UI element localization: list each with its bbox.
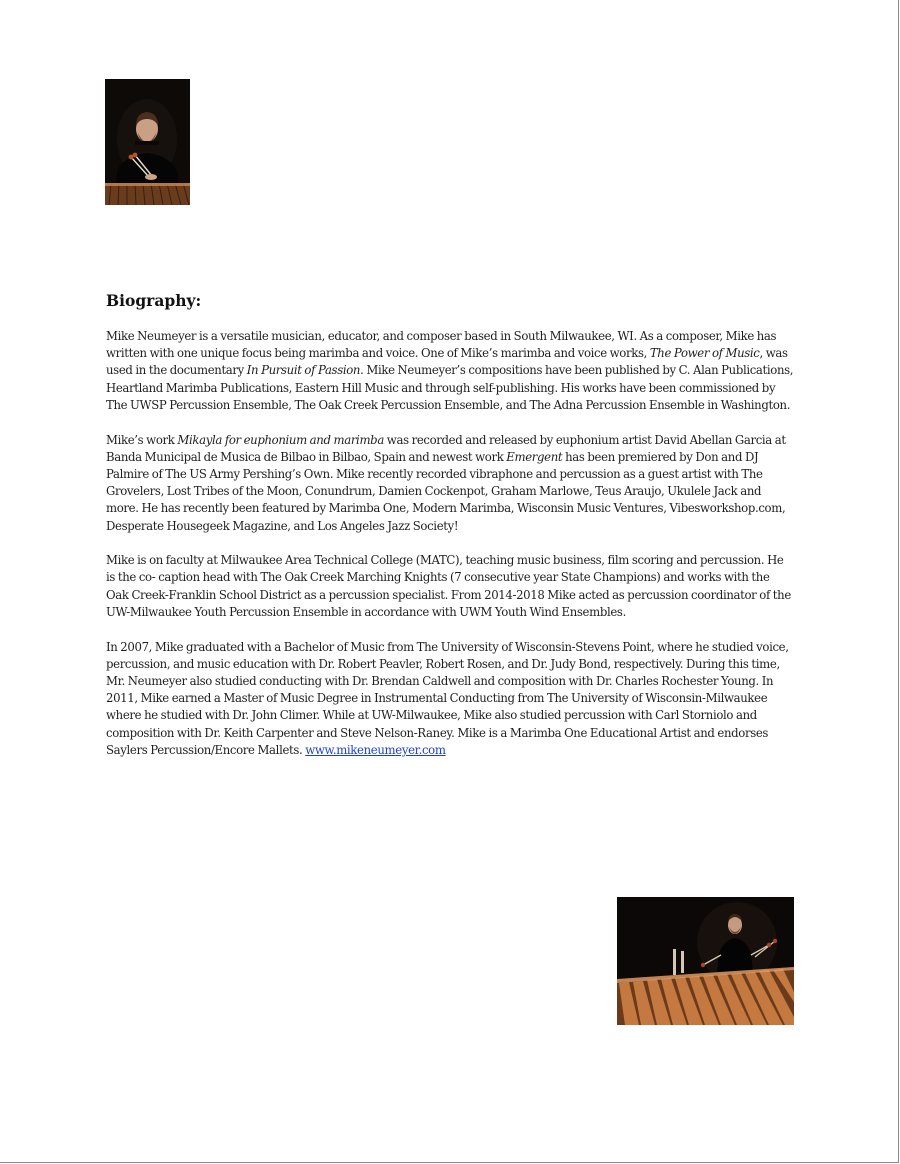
biography-text	[106, 328, 794, 776]
portrait-photo	[105, 79, 190, 205]
website-link[interactable]: www.mikeneumeyer.com	[305, 742, 446, 757]
page-title: Biography:	[106, 291, 202, 310]
bio-paragraph-3: Mike is on faculty at Milwaukee Area Technical College (MATC), teaching music business, film scoring and percussion. He is the co- caption head with The Oak Creek Marching Knights (7 consecutive year State Champions) and works with the Oak Creek-Franklin School District as a percussion specialist. From 2014-2018 Mike acted as percussion coordinator of the UW-Milwaukee Youth Percussion Ensemble in accordance with UWM Youth Wind Ensembles.	[106, 553, 791, 619]
performance-photo	[617, 897, 794, 1025]
bio-paragraph-4: In 2007, Mike graduated with a Bachelor of Music from The University of Wisconsin-Stevens Point, where he studied voice, percussion, and music education with Dr. Robert Peavler, Robert Rosen, and Dr. Judy Bond, respectively. During this time, Mr. Neumeyer also studied conducting with Dr. Brendan Caldwell and composition with Dr. Charles Rochester Young. In 2011, Mike earned a Master of Music Degree in Instrumental Conducting from The University of Wisconsin-Milwaukee where he studied with Dr. John Climer. While at UW-Milwaukee, Mike also studied percussion with Carl Storniolo and composition with Dr. Keith Carpenter and Steve Nelson-Raney. Mike is a Marimba One Educational Artist and endorses Saylers Percussion/Encore Mallets. www.mikeneumeyer.com	[106, 639, 789, 757]
bio-paragraph-2: Mike’s work Mikayla for euphonium and marimba was recorded and released by euphonium artist David Abellan Garcia at Banda Municipal de Musica de Bilbao in Bilbao, Spain and newest work Emergent has been premiered by Don and DJ Palmire of The US Army Pershing’s Own. Mike recently recorded vibraphone and percussion as a guest artist with The Grovelers, Lost Tribes of the Moon, Conundrum, Damien Cockenpot, Graham Marlowe, Teus Araujo, Ukulele Jack and more. He has recently been featured by Marimba One, Modern Marimba, Wisconsin Music Ventures, Vibesworkshop.com, Desperate Housegeek Magazine, and Los Angeles Jazz Society!	[106, 432, 786, 533]
bio-paragraph-1: Mike Neumeyer is a versatile musician, educator, and composer based in South Milwaukee, WI. As a composer, Mike has written with one unique focus being marimba and voice. One of Mike’s marimba and voice works, The Power of Music, was used in the documentary In Pursuit of Passion. Mike Neumeyer’s compositions have been published by C. Alan Publications, Heartland Marimba Publications, Eastern Hill Music and through self-publishing. His works have been commissioned by The UWSP Percussion Ensemble, The Oak Creek Percussion Ensemble, and The Adna Percussion Ensemble in Washington.	[106, 329, 794, 412]
